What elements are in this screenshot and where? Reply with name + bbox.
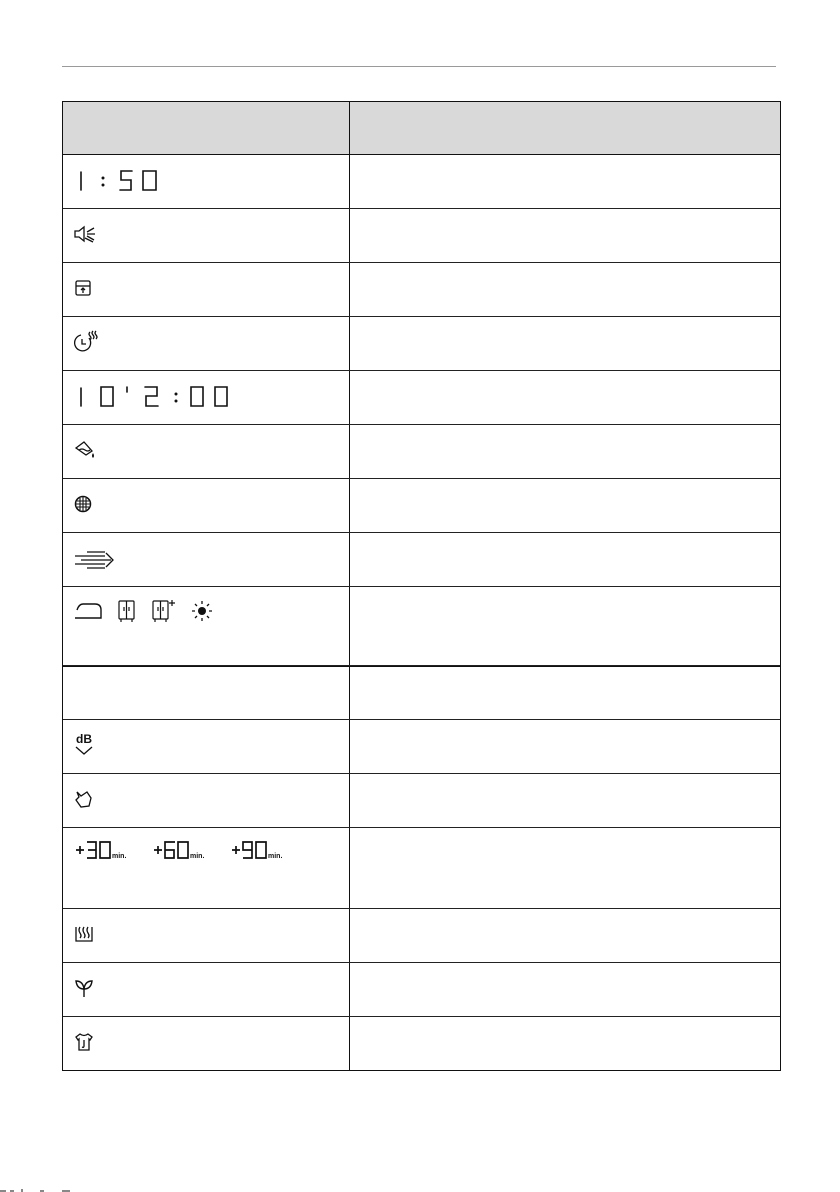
filter-clean-icon xyxy=(73,494,93,514)
table-row xyxy=(63,909,780,963)
add-detergent-icon xyxy=(73,439,97,461)
table-row xyxy=(63,263,780,317)
display-symbols-table xyxy=(62,101,781,1071)
pet-hair-icon xyxy=(73,788,95,810)
garment-care-icon xyxy=(73,1031,95,1053)
drying-flow-icon xyxy=(73,548,119,570)
table-row xyxy=(63,828,780,909)
table-header xyxy=(63,102,780,155)
table-row xyxy=(63,774,780,828)
low-noise-db-icon xyxy=(73,731,97,757)
table-row xyxy=(63,666,780,720)
table-row xyxy=(63,425,780,479)
table-row xyxy=(63,479,780,533)
unit-label: min. xyxy=(112,853,127,860)
delay-readout xyxy=(73,384,233,410)
unit-label: min. xyxy=(268,853,283,860)
header-rule xyxy=(62,66,776,67)
delay-start-icon xyxy=(73,330,99,354)
door-lock-icon xyxy=(73,278,93,298)
eco-leaf-icon xyxy=(73,977,95,999)
table-row xyxy=(63,533,780,587)
time-extend-30-icon xyxy=(73,838,135,864)
header-symbol-col xyxy=(63,102,350,154)
table-row xyxy=(63,587,780,666)
time-extend-90-icon xyxy=(229,838,291,864)
table-row xyxy=(63,371,780,425)
time-readout xyxy=(73,168,163,194)
table-row xyxy=(63,209,780,263)
header-description-col xyxy=(350,102,780,154)
time-extend-group xyxy=(73,838,291,864)
sound-off-icon xyxy=(73,225,97,243)
unit-label: min. xyxy=(190,853,205,860)
cupboard-dry-plus-icon xyxy=(151,599,177,623)
table-row xyxy=(63,963,780,1017)
table-row xyxy=(63,720,780,774)
cupboard-dry-icon xyxy=(117,599,137,623)
table-row xyxy=(63,317,780,371)
anti-crease-heat-icon xyxy=(73,923,95,945)
extra-dry-sun-icon xyxy=(191,600,213,622)
seven-segment-delay-icon xyxy=(73,384,233,410)
page-edge-mark xyxy=(0,1186,80,1192)
iron-dry-icon xyxy=(73,600,103,622)
seven-segment-time-icon xyxy=(73,168,163,194)
table-row xyxy=(63,1017,780,1070)
table-row xyxy=(63,155,780,209)
time-extend-60-icon xyxy=(151,838,213,864)
db-label: dB xyxy=(76,732,92,746)
